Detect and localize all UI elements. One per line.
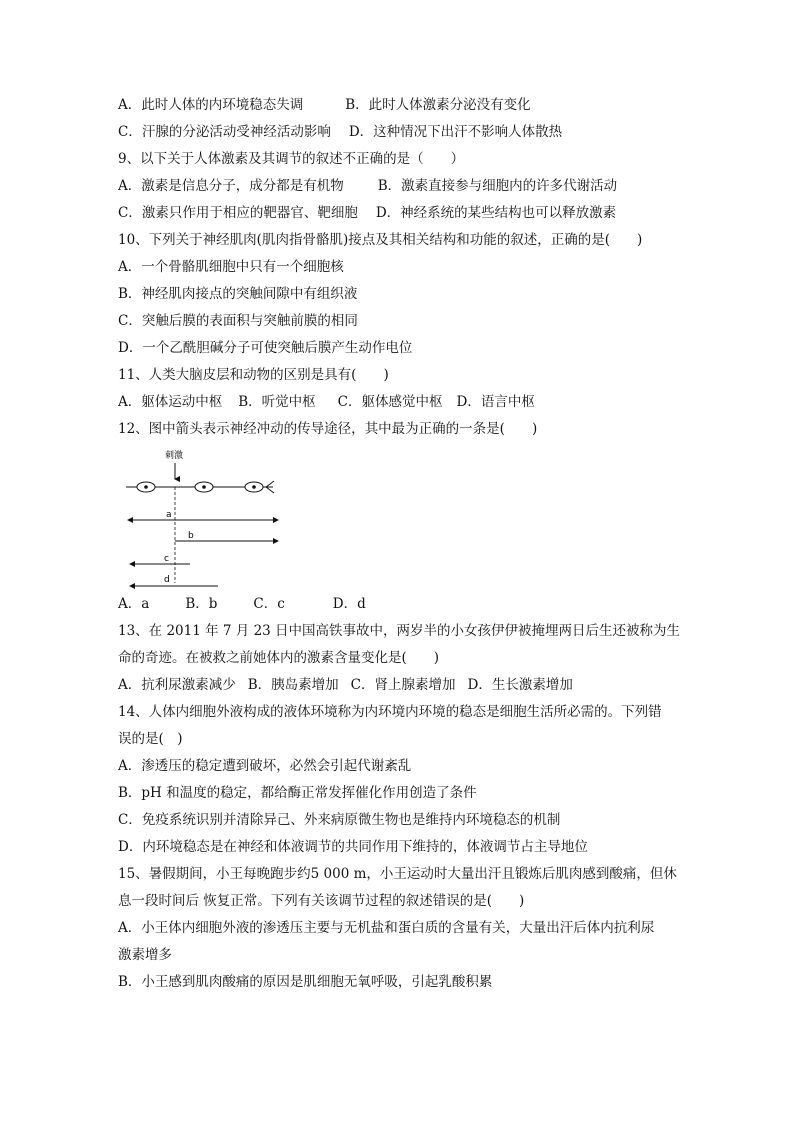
q9-option-c: C．激素只作用于相应的靶器官、靶细胞 (118, 205, 358, 221)
q9-option-b: B．激素直接参与细胞内的许多代谢活动 (377, 178, 618, 194)
q12-option-a: A．a (118, 596, 150, 612)
q10-option-c: C．突触后膜的表面积与突触前膜的相同 (118, 313, 358, 329)
q9-options-row2 (118, 200, 688, 227)
q13-stem-line1: 13、在 2011 年 7 月 23 日中国高铁事故中，两岁半的小女孩伊伊被掩埋两日后生还被称为生 (118, 623, 681, 639)
q14-option-c: C．免疫系统识别并清除异己、外来病原微生物也是维持内环境稳态的机制 (118, 812, 561, 828)
q12-option-d: D．d (332, 596, 366, 612)
neuron-cell-2 (195, 482, 213, 492)
q13-options-row (118, 672, 688, 699)
q9-option-d: D．神经系统的某些结构也可以释放激素 (375, 205, 617, 221)
q12-option-c: C．c (253, 596, 285, 612)
q11-option-a: A．躯体运动中枢 (118, 394, 223, 410)
path-d-label: d (164, 575, 170, 585)
path-c-label: c (164, 554, 169, 564)
q14-stem-line1: 14、人体内细胞外液构成的液体环境称为内环境内环境的稳态是细胞生活所必需的。下列错 (118, 704, 662, 720)
q10-option-d: D．一个乙酰胆碱分子可使突触后膜产生动作电位 (118, 340, 413, 356)
q11-option-c: C．躯体感觉中枢 (337, 394, 443, 410)
path-b-label: b (188, 531, 194, 541)
q15-stem-line2: 息一段时间后 恢复正常。下列有关该调节过程的叙述错误的是( ) (118, 893, 525, 909)
path-a-label: a (166, 510, 172, 520)
neuron-cell-3 (245, 482, 263, 492)
q11-options-row (118, 389, 688, 416)
q8-option-d: D．这种情况下出汗不影响人体散热 (348, 124, 563, 140)
nerve-conduction-svg (118, 443, 318, 591)
q12-stem: 12、图中箭头表示神经冲动的传导途径，其中最为正确的一条是( ) (118, 421, 538, 437)
q13-option-c: C．肾上腺素增加 (350, 677, 456, 693)
q13-option-d: D．生长激素增加 (467, 677, 573, 693)
q8-option-a: A．此时人体的内环境稳态失调 (118, 97, 304, 113)
q13-option-a: A．抗利尿激素减少 (118, 677, 236, 693)
question-page (118, 92, 688, 996)
q8-options-row1 (118, 92, 688, 119)
q13-stem-line2: 命的奇迹。在被救之前她体内的激素含量变化是( ) (118, 650, 440, 666)
q9-option-a: A．激素是信息分子，成分都是有机物 (118, 178, 344, 194)
q14-option-b: B．pH 和温度的稳定，都给酶正常发挥催化作用创造了条件 (118, 785, 477, 801)
q12-option-b: B．b (185, 596, 218, 612)
q8-option-b: B．此时人体激素分泌没有变化 (345, 97, 531, 113)
stimulus-label: 刺激 (165, 451, 184, 461)
neuron-cell-1 (137, 482, 155, 492)
q8-options-row2 (118, 119, 688, 146)
q10-stem: 10、下列关于神经肌肉(肌肉指骨骼肌)接点及其相关结构和功能的叙述，正确的是( ) (118, 232, 643, 248)
q9-options-row1 (118, 173, 688, 200)
q11-option-d: D．语言中枢 (456, 394, 535, 410)
nerve-conduction-diagram (118, 443, 688, 591)
q11-stem: 11、人类大脑皮层和动物的区别是具有( ) (118, 367, 389, 383)
q10-option-a: A．一个骨骼肌细胞中只有一个细胞核 (118, 259, 344, 275)
q15-option-a-line2: 激素增多 (118, 947, 172, 963)
q14-stem-line2: 误的是( ) (118, 731, 183, 747)
q9-stem: 9、以下关于人体激素及其调节的叙述不正确的是（ ） (118, 151, 465, 167)
q11-option-b: B．听觉中枢 (238, 394, 316, 410)
q12-options-row (118, 591, 688, 618)
q10-option-b: B．神经肌肉接点的突触间隙中有组织液 (118, 286, 358, 302)
q14-option-a: A．渗透压的稳定遭到破坏，必然会引起代谢紊乱 (118, 758, 412, 774)
q15-stem-line1: 15、暑假期间，小王每晚跑步约5 000 m，小王运动时大量出汗且锻炼后肌肉感到酸痛，但休 (118, 866, 677, 882)
q8-option-c: C．汗腺的分泌活动受神经活动影响 (118, 124, 331, 140)
q15-option-b: B．小王感到肌肉酸痛的原因是肌细胞无氧呼吸，引起乳酸积累 (118, 974, 493, 990)
q13-option-b: B．胰岛素增加 (247, 677, 339, 693)
q15-option-a-line1: A．小王体内细胞外液的渗透压主要与无机盐和蛋白质的含量有关，大量出汗后体内抗利尿 (118, 920, 655, 936)
q14-option-d: D．内环境稳态是在神经和体液调节的共同作用下维持的，体液调节占主导地位 (118, 839, 588, 855)
